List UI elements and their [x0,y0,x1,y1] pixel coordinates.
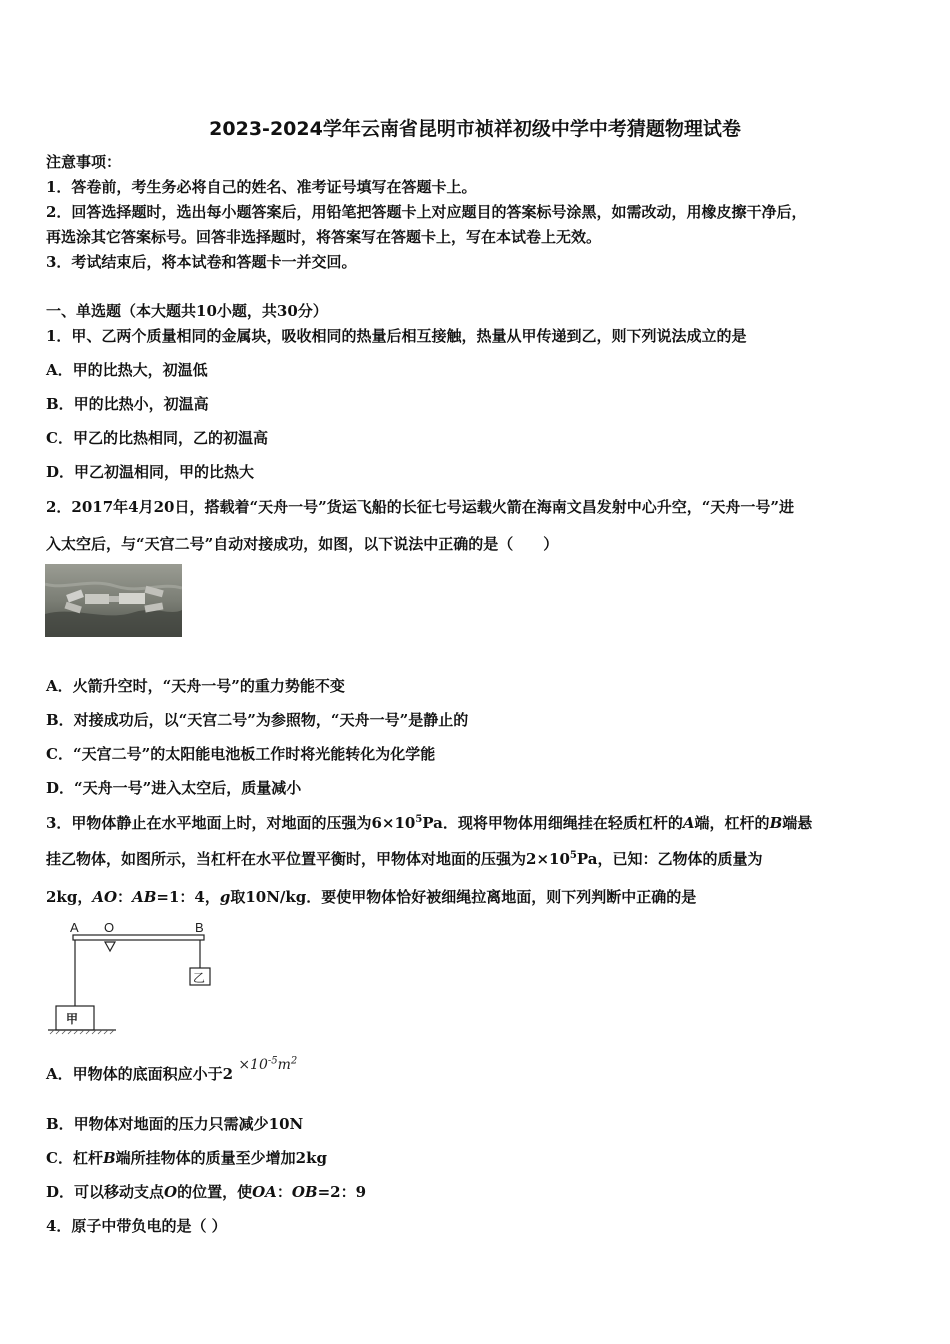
notice-heading: 注意事项： [46,153,122,171]
q3-stem-line3: 2kg，AO：AB=1：4，g取10N/kg．要使甲物体恰好被细绳拉离地面，则下列判断中正确的是 [46,888,697,906]
q2-stem-line2: 入太空后，与“天宫二号”自动对接成功，如图，以下说法中正确的是（ ） [46,535,559,553]
q3-option-a: A．甲物体的底面积应小于$2 \times 10^{-5}m^2$ [46,1055,298,1083]
q1-option-a: A．甲的比热大，初温低 [46,361,208,379]
notice-item: 2．回答选择题时，选出每小题答案后，用铅笔把答题卡上对应题目的答案标号涂黑，如需改动，用橡皮擦干净后， [46,203,807,221]
q2-option-a: A．火箭升空时，“天舟一号”的重力势能不变 [46,677,345,695]
q2-option-d: D．“天舟一号”进入太空后，质量减小 [46,779,302,797]
q1-stem: 1．甲、乙两个质量相同的金属块，吸收相同的热量后相互接触，热量从甲传递到乙，则下列说法成立的是 [46,327,747,345]
q1-option-d: D．甲乙初温相同，甲的比热大 [46,463,255,481]
label-yi: 乙 [193,971,206,985]
label-o: O [104,920,115,935]
label-b: B [195,920,204,935]
label-jia: 甲 [66,1012,79,1026]
q3-option-b: B．甲物体对地面的压力只需减少10N [46,1115,304,1133]
q2-stem-line1: 2．2017年4月20日，搭载着“天舟一号”货运飞船的长征七号运载火箭在海南文昌发射中心升空，“天舟一号”进 [46,498,795,516]
section-heading: 一、单选题（本大题共10小题，共30分） [46,302,328,320]
q3-option-c: C．杠杆B端所挂物体的质量至少增加2kg [46,1149,327,1167]
docking-photo [45,564,182,637]
q3-stem-line2: 挂乙物体，如图所示，当杠杆在水平位置平衡时，甲物体对地面的压强为$2\times 10^5Pa$，已知：乙物体的质量为 [46,850,763,868]
page-title: 2023-2024学年云南省昆明市祯祥初级中学中考猜题物理试卷 [209,118,741,140]
notice-item: 再选涂其它答案标号。回答非选择题时，将答案写在答题卡上，写在本试卷上无效。 [46,228,602,246]
q2-option-c: C．“天宫二号”的太阳能电池板工作时将光能转化为化学能 [46,745,436,763]
q1-option-c: C．甲乙的比热相同，乙的初温高 [46,429,268,447]
label-a: A [70,920,79,935]
notice-item: 3．考试结束后，将本试卷和答题卡一并交回。 [46,253,357,271]
q1-option-b: B．甲的比热小，初温高 [46,395,209,413]
q2-option-b: B．对接成功后，以“天宫二号”为参照物，“天舟一号”是静止的 [46,711,469,729]
q3-stem-line1: 3．甲物体静止在水平地面上时，对地面的压强为$6\times 10^5Pa$．现将甲物体用细绳挂在轻质杠杆的A端，杠杆的B端悬 [46,814,813,832]
notice-item: 1．答卷前，考生务必将自己的姓名、准考证号填写在答题卡上。 [46,178,477,196]
lever-diagram [44,916,224,1038]
q3-option-d: D．可以移动支点O的位置，使OA：OB=2：9 [46,1183,367,1201]
q4-stem: 4．原子中带负电的是（ ） [46,1217,227,1235]
